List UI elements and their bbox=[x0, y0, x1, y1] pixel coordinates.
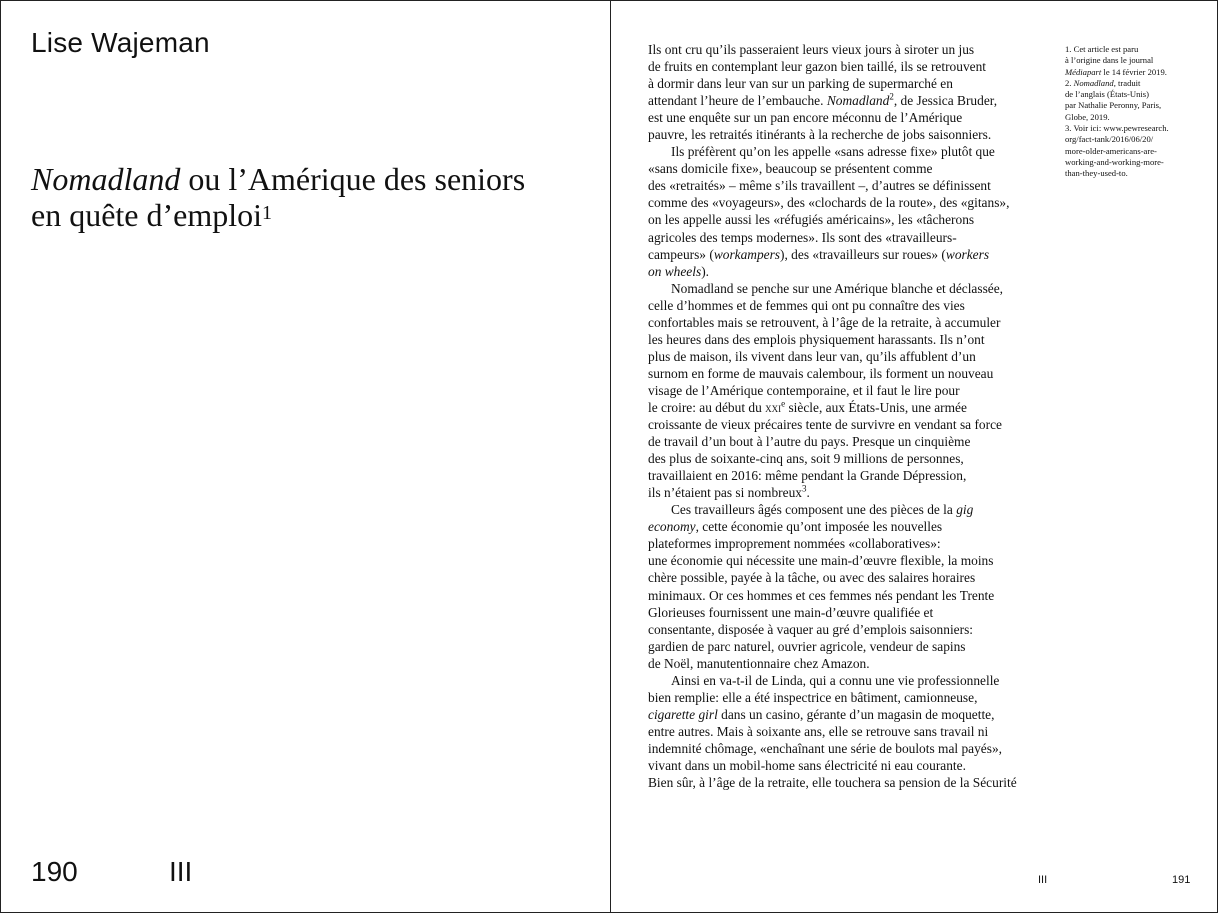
text-line bbox=[648, 518, 1058, 535]
title-text-2: en quête d’emploi bbox=[31, 197, 263, 233]
author-name: Lise Wajeman bbox=[31, 27, 210, 58]
text-line: Bien sûr, à l’âge de la retraite, elle touchera sa pension de la Sécurité bbox=[648, 775, 1017, 791]
text-line: consentante, disposée à vaquer au gré d’emplois saisonniers: bbox=[648, 621, 973, 637]
footnote-line: par Nathalie Peronny, Paris, bbox=[1065, 100, 1162, 111]
text-line: comme des «voyageurs», des «clochards de la route», des «gitans», bbox=[648, 195, 1010, 211]
text-line bbox=[648, 706, 1058, 723]
text-run: ils n’étaient pas si nombreux bbox=[648, 485, 802, 501]
text-line: celle d’hommes et de femmes qui ont pu connaître des vies bbox=[648, 297, 965, 313]
footnote-line: 1. Cet article est paru bbox=[1065, 44, 1139, 54]
small-caps-run: xxi bbox=[765, 399, 782, 415]
section-number-right: III bbox=[1038, 874, 1048, 886]
text-line: les heures dans des emplois physiquement harassants. Ils n’ont bbox=[648, 331, 985, 347]
text-line: plus de maison, ils vivent dans leur van, qu’ils affublent d’un bbox=[648, 348, 976, 364]
article-body bbox=[648, 41, 1058, 791]
footnote-line bbox=[1065, 78, 1215, 89]
title-line-2 bbox=[31, 197, 591, 233]
footnote-line: Globe, 2019. bbox=[1065, 111, 1110, 122]
text-line: gardien de parc naturel, ouvrier agricole, vendeur de sapins bbox=[648, 638, 966, 654]
text-line: on les appelle aussi les «réfugiés américains», les «tâcherons bbox=[648, 212, 975, 228]
title-text: ou l’Amérique des seniors bbox=[180, 161, 526, 197]
italic-run: gig bbox=[956, 502, 974, 518]
text-line: Glorieuses fournissent une main-d’œuvre qualifiée et bbox=[648, 604, 934, 620]
superscript-run: e bbox=[781, 398, 786, 409]
text-run: , de Jessica Bruder, bbox=[893, 93, 998, 109]
text-line: Ainsi en va-t-il de Linda, qui a connu une vie professionnelle bbox=[671, 672, 1000, 688]
text-run: ), des «travailleurs sur roues» ( bbox=[780, 246, 946, 262]
italic-run: workampers bbox=[713, 246, 781, 262]
text-line: travaillaient en 2016: même pendant la Grande Dépression, bbox=[648, 468, 967, 484]
text-line: de travail d’un bout à l’autre du pays. Presque un cinquième bbox=[648, 434, 971, 450]
footnote-line: à l’origine dans le journal bbox=[1065, 55, 1154, 66]
text-line: des plus de soixante-cinq ans, soit 9 millions de personnes, bbox=[648, 451, 964, 467]
text-line bbox=[648, 263, 1058, 280]
text-line: minimaux. Or ces hommes et ces femmes nés pendant les Trente bbox=[648, 587, 995, 603]
text-line: une économie qui nécessite une main-d’œuvre flexible, la moins bbox=[648, 553, 994, 569]
right-page bbox=[611, 1, 1217, 912]
text-line bbox=[648, 246, 1058, 263]
text-line: des «retraités» – même s’ils travaillent –, d’autres se définissent bbox=[648, 178, 991, 194]
text-run: , traduit bbox=[1113, 77, 1141, 88]
text-line: vivant dans un mobil-home sans électricité ni eau courante. bbox=[648, 757, 966, 773]
page-number-right: 191 bbox=[1172, 874, 1191, 886]
text-line: confortables mais se retrouvent, à l’âge de la retraite, à accumuler bbox=[648, 314, 1001, 330]
text-run: 2. bbox=[1065, 77, 1074, 88]
footnote-line: more-older-americans-are- bbox=[1065, 145, 1157, 156]
text-line: agricoles des temps modernes». Ils sont des «travailleurs- bbox=[648, 229, 957, 245]
text-line: Ils préfèrent qu’on les appelle «sans adresse fixe» plutôt que bbox=[671, 144, 995, 160]
text-line: entre autres. Mais à soixante ans, elle se retrouve sans travail ni bbox=[648, 723, 989, 739]
footnote-ref: 3 bbox=[801, 483, 807, 494]
text-line: de Noël, manutentionnaire chez Amazon. bbox=[648, 655, 870, 671]
text-line: est une enquête sur un pan encore méconnu de l’Amérique bbox=[648, 110, 963, 126]
footnote-line: org/fact-tank/2016/06/20/ bbox=[1065, 134, 1154, 145]
footnote-line: de l’anglais (États-Unis) bbox=[1065, 89, 1150, 100]
title-italic: Nomadland bbox=[31, 161, 181, 197]
text-line bbox=[648, 484, 1058, 501]
text-line bbox=[648, 501, 1058, 518]
footnote-line: 3. Voir ici: www.pewresearch. bbox=[1065, 123, 1169, 134]
text-line: pauvre, les retraités itinérants à la recherche de jobs saisonniers. bbox=[648, 127, 992, 143]
text-run: , cette économie qu’ont imposée les nouvelles bbox=[695, 519, 943, 535]
text-line: indemnité chômage, «enchaînant une série de boulots mal payés», bbox=[648, 740, 1002, 756]
footnote-line: than-they-used-to. bbox=[1065, 168, 1128, 179]
title-line-1 bbox=[31, 161, 591, 197]
text-line: visage de l’Amérique contemporaine, et il faut le lire pour bbox=[648, 382, 960, 398]
text-run: attendant l’heure de l’embauche. bbox=[648, 93, 827, 109]
italic-run: workers bbox=[945, 246, 990, 262]
text-run: le croire: au début du bbox=[648, 399, 766, 415]
footnote-line: working-and-working-more- bbox=[1065, 156, 1164, 167]
text-run: Ces travailleurs âgés composent une des pièces de la bbox=[671, 502, 957, 518]
text-line: croissante de vieux précaires tente de survivre en vendant sa force bbox=[648, 417, 1002, 433]
text-line: Ils ont cru qu’ils passeraient leurs vieux jours à siroter un jus bbox=[648, 42, 975, 57]
text-line: chère possible, payée à la tâche, ou avec des salaires horaires bbox=[648, 570, 976, 586]
title-footnote-ref: 1 bbox=[262, 202, 273, 224]
italic-run: Médiapart bbox=[1065, 66, 1102, 77]
text-line: surnom en forme de mauvais calembour, ils forment un nouveau bbox=[648, 365, 994, 381]
text-run: le 14 février 2019. bbox=[1101, 66, 1167, 77]
text-line: de fruits en contemplant leur gazon bien taillé, ils se retrouvent bbox=[648, 59, 987, 75]
italic-run: on wheels bbox=[648, 263, 702, 279]
footnote-line bbox=[1065, 67, 1215, 78]
text-run: ). bbox=[701, 263, 709, 279]
text-line: à dormir dans leur van sur un parking de supermarché en bbox=[648, 76, 953, 92]
text-run: . bbox=[806, 485, 810, 501]
italic-run: economy bbox=[648, 519, 696, 535]
text-run: siècle, aux États-Unis, une armée bbox=[785, 399, 967, 415]
italic-run: Nomadland bbox=[1073, 77, 1114, 88]
section-number-left: III bbox=[169, 856, 193, 887]
footnote-ref: 2 bbox=[889, 91, 894, 102]
text-run: dans un casino, gérante d’un magasin de moquette, bbox=[717, 706, 995, 722]
text-line: bien remplie: elle a été inspectrice en bâtiment, camionneuse, bbox=[648, 689, 978, 705]
italic-run: cigarette girl bbox=[648, 706, 718, 722]
text-run: campeurs» ( bbox=[648, 246, 714, 262]
text-line: «sans domicile fixe», beaucoup se présentent comme bbox=[648, 161, 933, 177]
article-title bbox=[31, 161, 591, 233]
text-line: plateformes improprement nommées «collaboratives»: bbox=[648, 536, 941, 552]
page-number-left: 190 bbox=[31, 856, 78, 887]
text-line bbox=[648, 399, 1058, 416]
footnotes bbox=[1065, 44, 1215, 180]
text-line: Nomadland se penche sur une Amérique blanche et déclassée, bbox=[671, 280, 1004, 296]
text-line bbox=[648, 92, 1058, 109]
italic-run: Nomadland bbox=[826, 93, 890, 109]
left-page bbox=[1, 1, 610, 912]
